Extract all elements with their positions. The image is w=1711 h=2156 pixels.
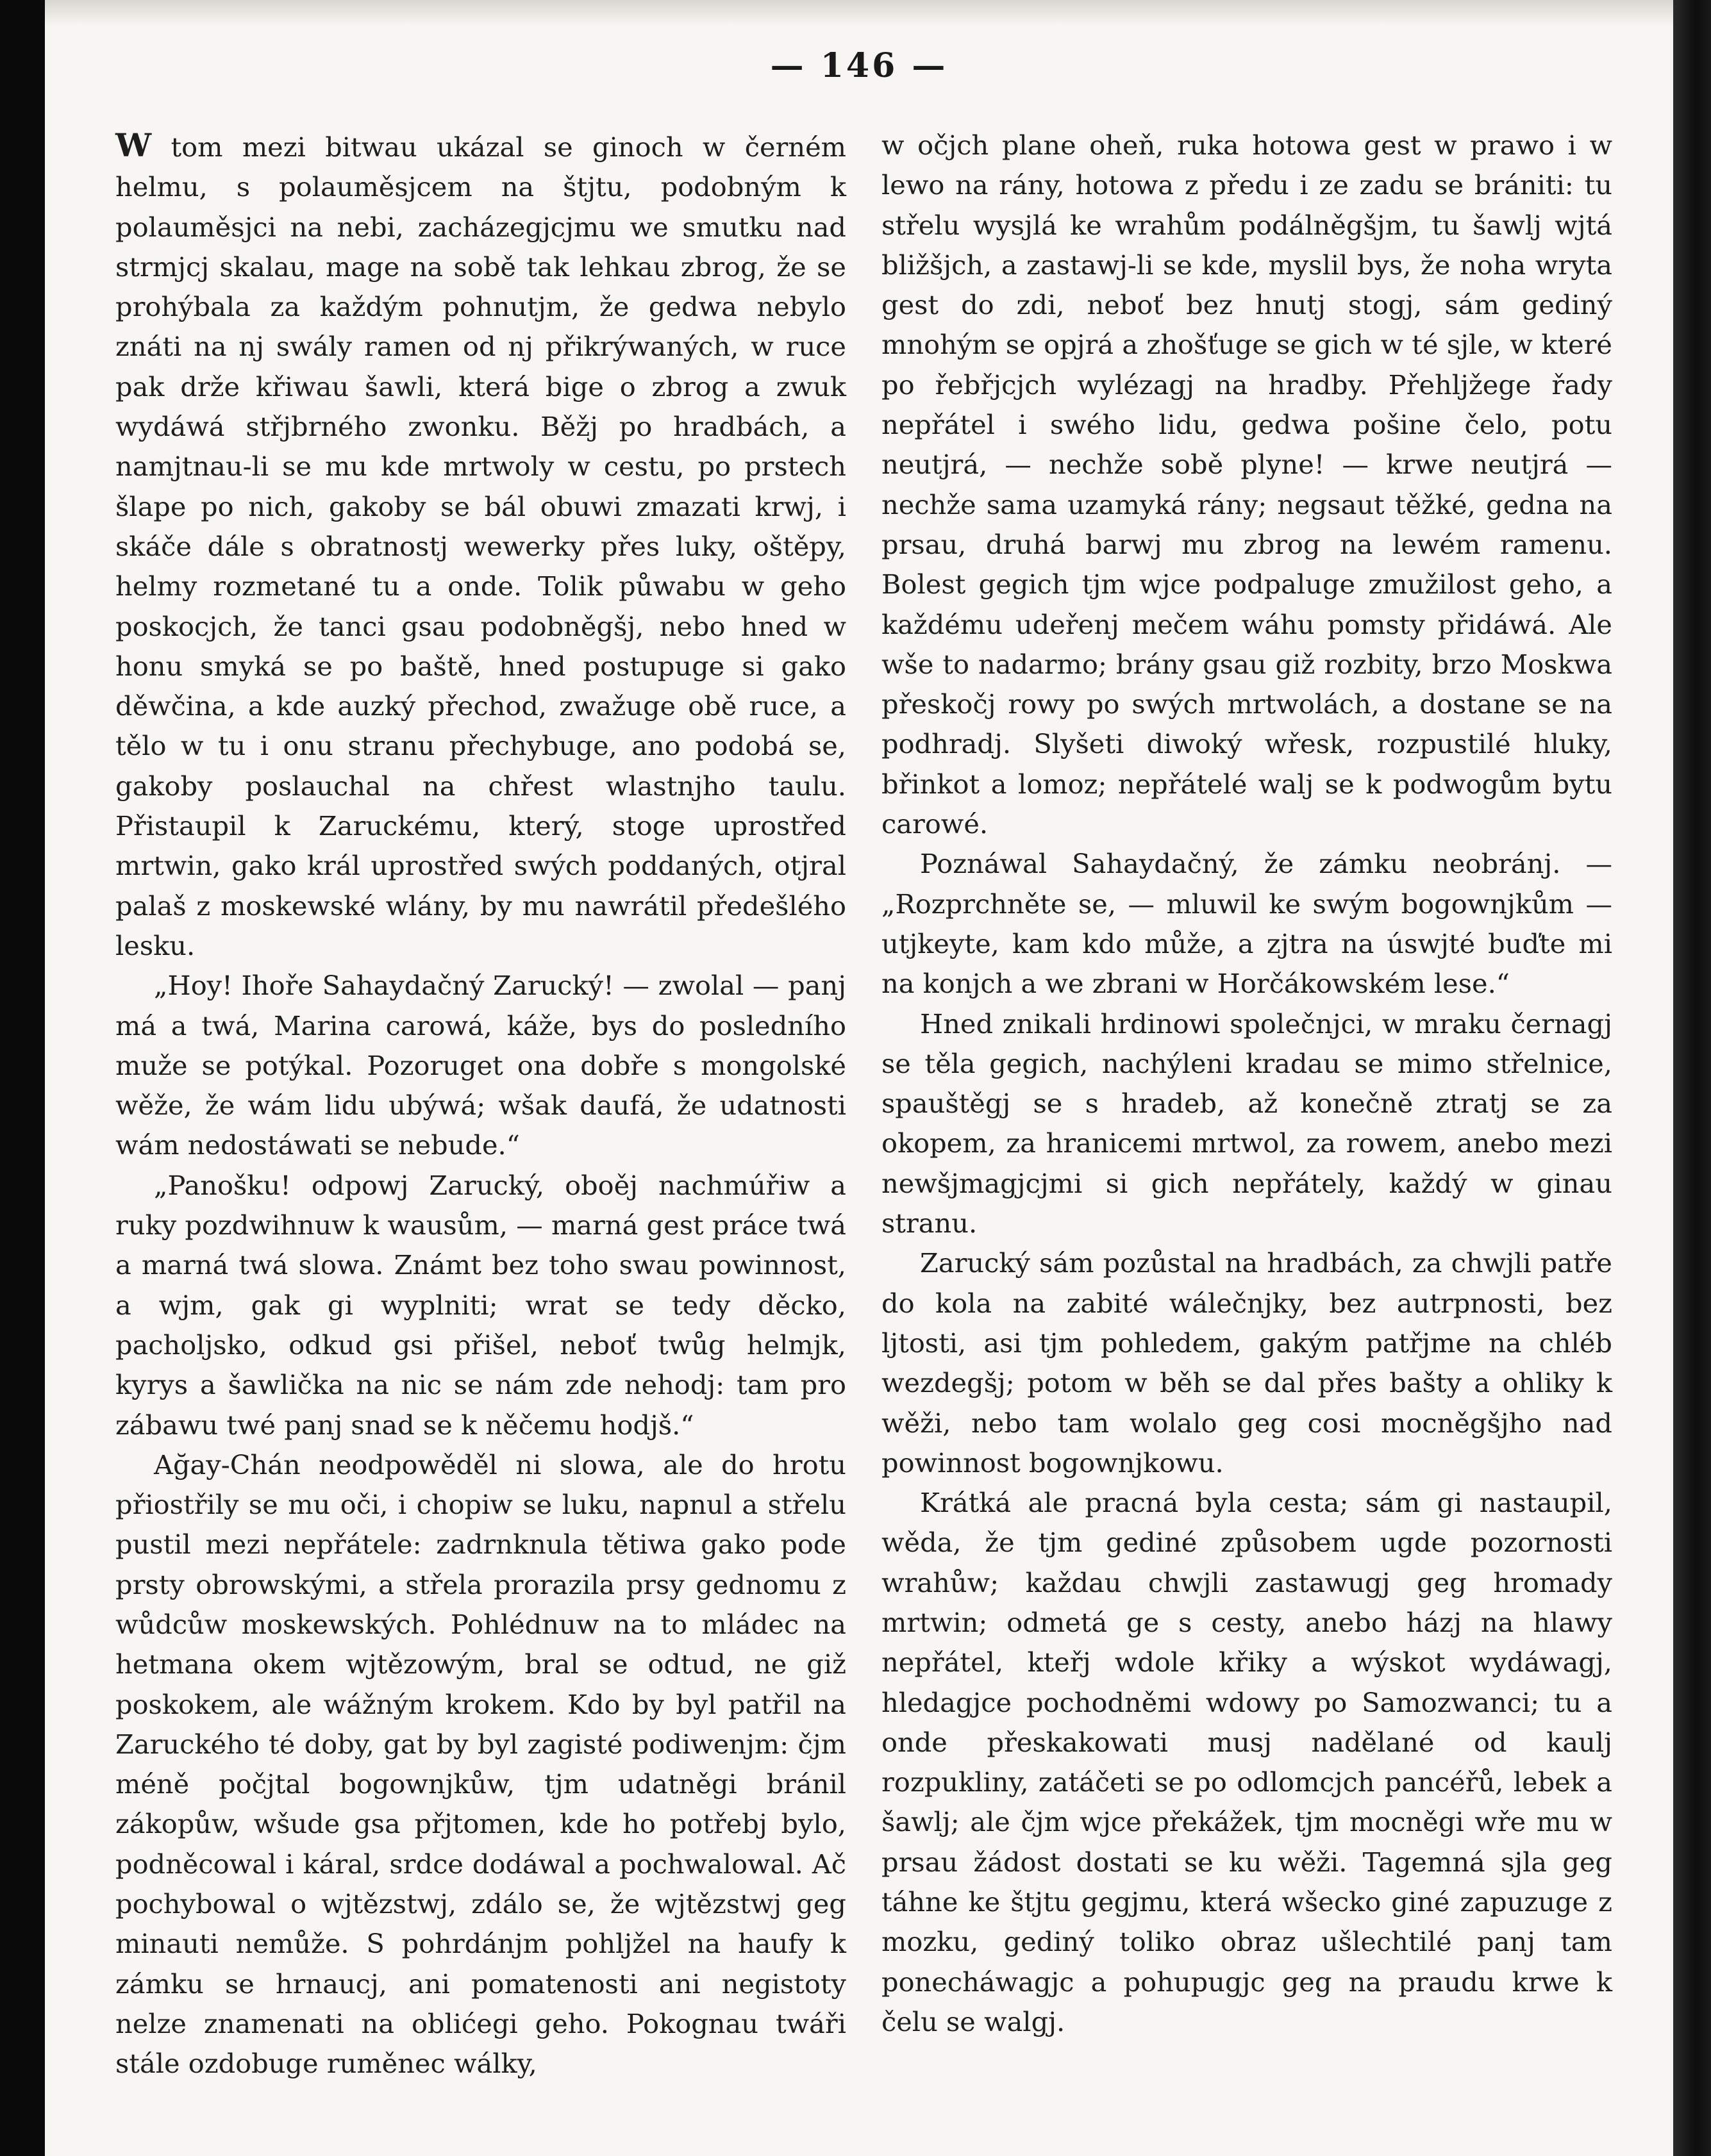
right-column: [881, 126, 1612, 2042]
left-paragraph-3: „Panošku! odpowj Zarucký, oboěj nachmúřiw a ruky pozdwihnuw k wausům, — marná gest práce twá a marná twá slowa. Známt bez toho swau powinnost, a wjm, gak gi wyplniti; wrat se tedy děcko, pacholjsko, odkud gsi přišel, neboť twůg helmjk, kyrys a šawlička na nic se nám zde nehodj: tam pro zábawu twé panj snad se k něčemu hodjš.“: [115, 1169, 846, 1441]
right-paragraph-5: Krátká ale pracná byla cesta; sám gi nastaupil, wěda, že tjm gediné způsobem ugde pozornosti wrahůw; každau chwjli zastawugj geg hromady mrtwin; odmetá ge s cesty, anebo házj na hlawy nepřátel, kteřj wdole křiky a wýskot wydáwagj, hledagjce pochodněmi wdowy po Samozwanci; tu a onde přeskakowati musj nadělané od kaulj rozpukliny, zatáčeti se po odlomcjch pancéřů, lebek a šawlj; ale čjm wjce překážek, tjm mocněgi wře mu w prsau žádost dostati se ku wěži. Tagemná sjla geg táhne ke štjtu gegjmu, která wšecko giné zapuzuge z mozku, gediný toliko obraz ušlechtilé panj tam ponecháwagjc a pohupugjc geg na praudu krwe k čelu se walgj.: [881, 1487, 1612, 2037]
page-number: — 146 —: [770, 46, 948, 85]
left-paragraph-1: W tom mezi bitwau ukázal se ginoch w černém helmu, s polauměsjcem na štjtu, podobným k polauměsjci na nebi, zacházegjcjmu we smutku nad strmjcj skalau, mage na sobě tak lehkau zbrog, že se prohýbala za každým pohnutjm, že gedwa nebylo znáti na nj swály ramen od nj přikrýwaných, w ruce pak drže křiwau šawli, která bige o zbrog a zwuk wydáwá střjbrného zwonku. Běžj po hradbách, a namjtnau-li se mu kde mrtwoly w cestu, po prstech šlape po nich, gakoby se bál obuwi zmazati krwj, i skáče dále s obratnostj wewerky přes luky, oštěpy, helmy rozmetané tu a onde. Tolik půwabu w geho poskocjch, že tanci gsau podobněgšj, nebo hned w honu smyká se po baště, hned postupuge si gako děwčina, a kde auzký přechod, zwažuge obě ruce, a tělo w tu i onu stranu přechybuge, ano podobá se, gakoby poslauchal na chřest wlastnjho taulu. Přistaupil k Zaruckému, který, stoge uprostřed mrtwin, gako král uprostřed swých poddaných, otjral palaš z moskewské wlány, by mu nawrátil předešlého lesku.: [115, 126, 846, 961]
book-spine-shadow: [1673, 0, 1711, 2156]
left-paragraph-2: „Hoy! Ihoře Sahaydačný Zarucký! — zwolal — panj má a twá, Marina carowá, káže, bys do posledního muže se potýkal. Pozoruget ona dobře s mongolské wěže, že wám lidu ubýwá; wšak daufá, že udatnosti wám nedostáwati se nebude.“: [115, 970, 846, 1161]
book-page: [45, 0, 1673, 2156]
right-paragraph-4: Zarucký sám pozůstal na hradbách, za chwjli patře do kola na zabité wálečnjky, bez autrpnosti, bez ljtosti, asi tjm pohledem, gakým patřjme na chléb wezdegšj; potom w běh se dal přes bašty a ohliky k wěži, nebo tam wolalo geg cosi mocněgšjho nad powinnost bogownjkowu.: [881, 1247, 1612, 1479]
right-paragraph-2: Poznáwal Sahaydačný, že zámku neobránj. — „Rozprchněte se, — mluwil ke swým bogownjkům — utjkeyte, kam kdo může, a zjtra na úswjté buďte mi na konjch a we zbrani w Horčákowském lese.“: [881, 848, 1612, 1000]
left-paragraph-4: Ağay-Chán neodpowěděl ni slowa, ale do hrotu přiostřily se mu oči, i chopiw se luku, napnul a střelu pustil mezi nepřátele: zadrnknula tětiwa gako pode prsty obrowskými, a střela prorazila prsy gednomu z wůdcůw moskewských. Pohlédnuw na to mládec na hetmana okem wjtězowým, bral se odtud, ne giž poskokem, ale wážným krokem. Kdo by byl patřil na Zaruckého té doby, gat by byl zagisté podiwenjm: čjm méně počjtal bogownjkůw, tjm udatněgi bránil zákopůw, wšude gsa přjtomen, kde ho potřebj bylo, podněcowal i káral, srdce dodáwal a pochwalowal. Ač pochybowal o wjtězstwj, zdálo se, že wjtězstwj geg minauti nemůže. S pohrdánjm pohljžel na haufy k zámku se hrnaucj, ani pomatenosti ani negistoty nelze znamenati na oblićegi geho. Pokognau twáři stále ozdobuge ruměnec wálky,: [115, 1448, 846, 2080]
right-paragraph-3: Hned znikali hrdinowi společnjci, w mraku černagj se těla gegich, nachýleni kradau se mimo střelnice, spauštěgj se s hradeb, až konečně ztratj se za okopem, za hranicemi mrtwol, za rowem, anebo mezi newšjmagjcjmi si gich nepřátely, každý w ginau stranu.: [881, 1008, 1612, 1240]
right-paragraph-1: w očjch plane oheň, ruka hotowa gest w prawo i w lewo na rány, hotowa z předu i ze zadu se brániti: tu střelu wysjlá ke wrahům podálněgšjm, tu šawlj wjtá bližšjch, a zastawj-li se kde, myslil bys, že noha wryta gest do zdi, neboť bez hnutj stogj, sám gediný mnohým se opjrá a zhošťuge se gich w té sjle, w které po řebřjcjch wylézagj na hradby. Přehljžege řady nepřátel i swého lidu, gedwa pošine čelo, potu neutjrá, — nechže sobě plyne! — krwe neutjrá — nechže sama uzamyká rány; negsaut těžké, gedna na prsau, druhá barwj mu zbrog na lewém ramenu. Bolest gegich tjm wjce podpaluge zmužilost geho, a každému udeřenj mečem wáhu pomsty přidáwá. Ale wše to nadarmo; brány gsau giž rozbity, brzo Moskwa přeskočj rowy po swých mrtwolách, a dostane se na podhradj. Slyšeti diwoký wřesk, rozpustilé hluky, břinkot a lomoz; nepřátelé walj se k podwogům bytu carowé.: [881, 129, 1612, 840]
left-column: [115, 126, 846, 2084]
